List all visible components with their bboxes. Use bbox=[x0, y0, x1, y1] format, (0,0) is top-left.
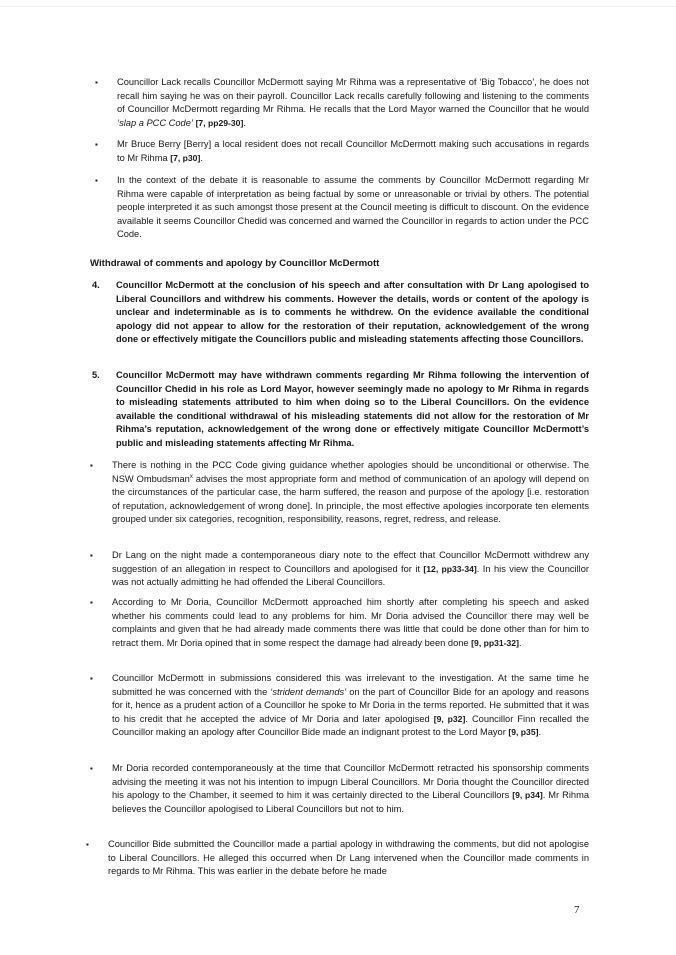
paragraph-text: Mr Doria recorded contemporaneously at the time that Councillor McDermott retracted his sponsorship comments advising the meeting it was not his intention to impugn Liberal Councillors. Mr Doria thought the Councillor directed his apology to the Chamber, it seemed to him it was certainly directed to the Liberal Councillors bbox=[112, 763, 589, 800]
paragraph-debate-context bbox=[95, 174, 589, 242]
paragraph-text: Councillor Lack recalls Councillor McDermott saying Mr Rihma was a representative of ‘Big Tobacco’, he does not recall him saying he was on their payroll. Councillor Lack recalls carefully following and listening to the comments of Councillor McDermott regarding Mr Rihma. He recalls that the Lord Mayor warned the Councillor that he would bbox=[117, 77, 589, 114]
paragraph-berry-recollection: ▪ Mr Bruce Berry [Berry] a local resident does not recall Councillor McDermott making such accusations in regards to Mr Rihma [7, p30]. bbox=[95, 139, 589, 163]
bullet-marker: ▪ bbox=[86, 840, 89, 849]
paragraph-lack-recollection: ▪ Councillor Lack recalls Councillor McDermott saying Mr Rihma was a representative of ‘Big Tobacco’, he does not recall him saying he was on their payroll. Councillor Lack recalls carefully following and listening to the comments of Councillor McDermott regarding Mr Rihma. He recalls that the Lord Mayor warned the Councillor that he would ‘slap a PCC Code’ [7, pp29-30]. bbox=[95, 77, 589, 128]
bullet-marker: ▪ bbox=[90, 551, 93, 560]
paragraph-text: Councillor McDermott in submissions considered this was irrelevant to the investigation. At the same time he submitted he was concerned with the bbox=[112, 673, 589, 697]
bullet-marker: ▪ bbox=[95, 176, 98, 185]
page-number: 7 bbox=[574, 904, 580, 916]
paragraph-ombudsman-guidance: ▪ There is nothing in the PCC Code giving guidance whether apologies should be unconditional or otherwise. The NSW Ombudsman$^x$ advises the most appropriate form and method of communication of an apology will depend on the circumstances of the particular case, the harm suffered, the reason and purpose of the apology [i.e. restoration of reputation, acknowledgement of wrong done]. In principle, the most effective apologies incorporate ten elements grouped under six categories, recognition, responsibility, reasons, regret, redress, and release. bbox=[90, 460, 589, 524]
reference: [9, p32] bbox=[433, 713, 466, 724]
paragraph-text: There is nothing in the PCC Code giving guidance whether apologies should be unconditional or otherwise. The NSW Ombudsman bbox=[112, 460, 589, 484]
quote: ‘slap a PCC Code’ bbox=[117, 117, 193, 128]
reference: [7, pp29-30] bbox=[195, 117, 244, 128]
finding-text: Councillor McDermott may have withdrawn comments regarding Mr Rihma following the intervention of Councillor Chedid in his role as Lord Mayor, however seemingly made no apology to Mr Rihma in regards to misleading statements attributed to him when doing so to the Liberal Councillors. On the evidence available the conditional withdrawal of his misleading statements did not allow for the restoration of Mr Rihma’s reputation, acknowledgement of the wrong done or effectively mitigate Councillor McDermott’s public and misleading statements affecting Mr Rihma. bbox=[116, 370, 589, 448]
paragraph-mcdermott-submissions: ▪ Councillor McDermott in submissions considered this was irrelevant to the investigation. At the same time he submitted he was concerned with the ‘strident demands’ on the part of Councillor Bide for an apology and reasons for it, hence as a prudent action of a Councillor he spoke to Mr Doria in the terms reported. He submitted that it was to his credit that he accepted the advice of Mr Doria and later apologised [9, p32]. Councillor Finn recalled the Councillor making an apology after Councillor Bide made an indignant protest to the Lord Mayor [9, p35]. bbox=[90, 673, 589, 737]
finding-number: 5. bbox=[92, 370, 100, 380]
paragraph-text: Mr Bruce Berry [Berry] a local resident does not recall Councillor McDermott making such accusations in regards to Mr Rihma bbox=[117, 139, 589, 163]
reference: [9, p34] bbox=[512, 790, 543, 800]
paragraph-text: Dr Lang on the night made a contemporaneous diary note to the effect that Councillor McDermott withdrew any suggestion of an allegation in respect to Councillors and apologised for it bbox=[112, 550, 589, 574]
bullet-marker: ▪ bbox=[90, 598, 93, 607]
finding-5 bbox=[92, 369, 589, 450]
paragraph-bide-submission bbox=[86, 838, 589, 879]
finding-number: 4. bbox=[92, 280, 100, 290]
paragraph-text: According to Mr Doria, Councillor McDermott approached him shortly after completing his speech and asked whether his comments could lead to any problems for him. Mr Doria advised the Councillor there may well be complaints and given that he had already made comments there was little that could be done other than for him to retract them. Mr Doria opined that in some respect the damage had already been done bbox=[112, 597, 589, 648]
reference: [7, p30] bbox=[170, 152, 201, 163]
footnote-marker: x bbox=[189, 473, 193, 480]
top-border bbox=[0, 6, 676, 7]
paragraph-text: Councillor Bide submitted the Councillor made a partial apology in withdrawing the comments, but did not apologise to Liberal Councillors. He alleged this occurred when Dr Lang intervened when the Councillor made comments in regards to Mr Rihma. This was earlier in the debate before he made bbox=[108, 839, 589, 876]
bullet-marker: ▪ bbox=[90, 764, 93, 773]
paragraph-text: In the context of the debate it is reasonable to assume the comments by Councillor McDermott regarding Mr Rihma were capable of interpretation as being factual by some or unreasonable or trivial by others. The potential people interpreted it as such amongst those present at the Council meeting is difficult to discount. On the evidence available it seems Councillor Chedid was concerned and warned the Councillor in regards to action under the PCC Code. bbox=[117, 175, 589, 239]
bullet-marker: ▪ bbox=[90, 674, 93, 683]
paragraph-doria-advice: ▪ According to Mr Doria, Councillor McDermott approached him shortly after completing his speech and asked whether his comments could lead to any problems for him. Mr Doria advised the Councillor there may well be complaints and given that he had already made comments there was little that could be done other than for him to retract them. Mr Doria opined that in some respect the damage had already been done [9, pp31-32]. bbox=[90, 597, 589, 648]
reference: [12, pp33-34] bbox=[423, 563, 477, 574]
bullet-marker: ▪ bbox=[95, 140, 98, 149]
finding-text: Councillor McDermott at the conclusion of his speech and after consultation with Dr Lang apologised to Liberal Councillors and withdrew his comments. However the details, words or content of the apology is unclear and indeterminable as is to comments he withdrew. On the evidence available the conditional apology did not appear to allow for the restoration of their reputation, acknowledgement of the wrong done or effectively mitigate the Councillors public and misleading statements affecting those Councillors. bbox=[116, 280, 589, 344]
paragraph-lang-diary-note: ▪ Dr Lang on the night made a contemporaneous diary note to the effect that Councillor McDermott withdrew any suggestion of an allegation in respect to Councillors and apologised for it [12, pp33-34]. In his view the Councillor was not actually admitting he had offended the Liberal Councillors. bbox=[90, 550, 589, 587]
bullet-marker: ▪ bbox=[90, 461, 93, 470]
finding-4 bbox=[92, 279, 589, 347]
paragraph-doria-record: ▪ Mr Doria recorded contemporaneously at the time that Councillor McDermott retracted his sponsorship comments advising the meeting it was not his intention to impugn Liberal Councillors. Mr Doria thought the Councillor directed his apology to the Chamber, it seemed to him it was certainly directed to the Liberal Councillors [9, p34]. Mr Rihma believes the Councillor apologised to Liberal Councillors but not to him. bbox=[90, 763, 589, 814]
bullet-marker: ▪ bbox=[95, 78, 98, 87]
reference: [9, pp31-32] bbox=[471, 637, 519, 648]
reference: [9, p35] bbox=[508, 727, 539, 737]
section-heading: Withdrawal of comments and apology by Councillor McDermott bbox=[90, 258, 380, 269]
quote: ‘strident demands’ bbox=[270, 686, 347, 697]
